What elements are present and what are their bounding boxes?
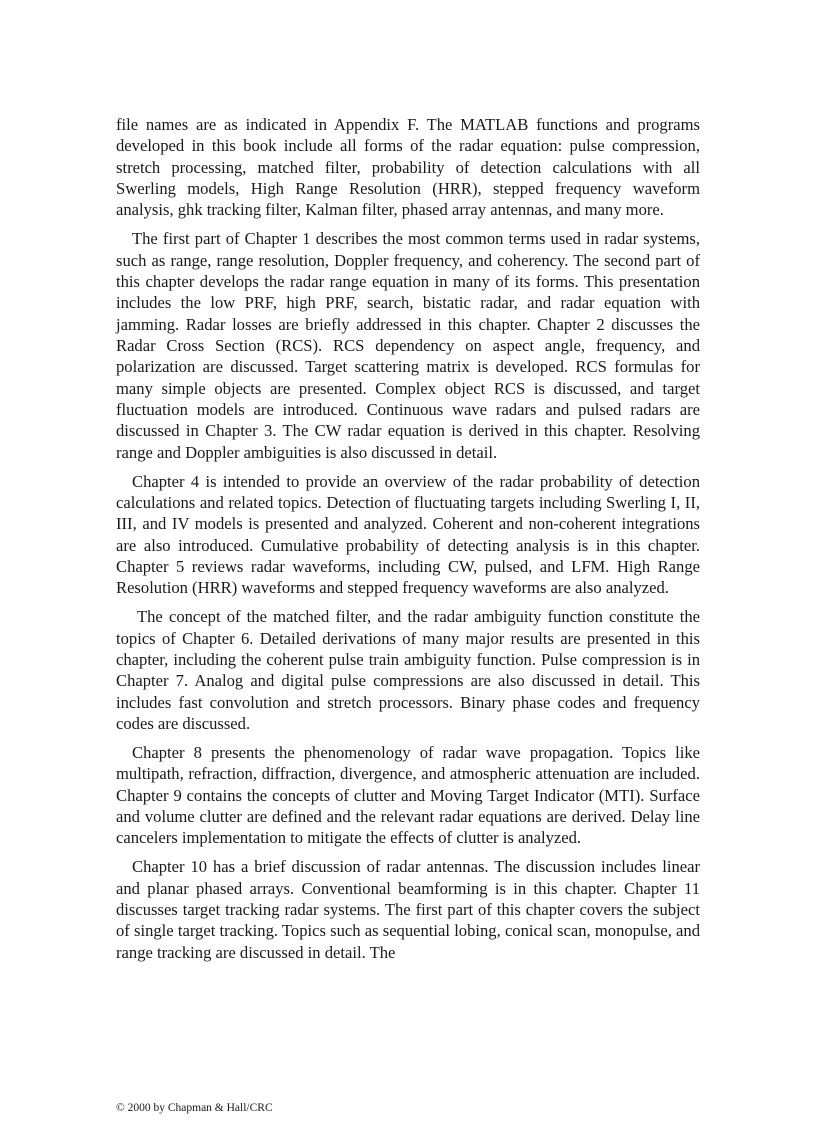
paragraph-chapters-1-3: The first part of Chapter 1 describes the most common terms used in radar systems, such as range, range resolution, Doppler frequency, and coherency. The second part of this chapter develops the radar range equation in many of its forms. This presentation includes the low PRF, high PRF, search, bistatic radar, and radar equation with jamming. Radar losses are briefly addressed in this chapter. Chapter 2 discusses the Radar Cross Section (RCS). RCS dependency on aspect angle, frequency, and polarization are discussed. Target scattering matrix is developed. RCS formulas for many simple objects are presented. Complex object RCS is discussed, and target fluctuation models are introduced. Continuous wave radars and pulsed radars are discussed in Chapter 3. The CW radar equation is derived in this chapter. Resolving range and Doppler ambiguities is also discussed in detail. — [116, 229, 700, 462]
copyright-footer: © 2000 by Chapman & Hall/CRC — [116, 1102, 273, 1114]
paragraph-matlab-functions: file names are as indicated in Appendix F. The MATLAB functions and programs developed in this book include all forms of the radar equation: pulse compression, stretch processing, matched filter, probability of detection calculations with all Swerling models, High Range Resolution (HRR), stepped frequency waveform analysis, ghk tracking filter, Kalman filter, phased array antennas, and many more. — [116, 115, 700, 220]
paragraph-chapters-8-9: Chapter 8 presents the phenomenology of radar wave propagation. Topics like multipath, refraction, diffraction, divergence, and atmospheric attenuation are included. Chapter 9 contains the concepts of clutter and Moving Target Indicator (MTI). Surface and volume clutter are defined and the relevant radar equations are derived. Delay line cancelers implementation to mitigate the effects of clutter is analyzed. — [116, 743, 700, 848]
paragraph-chapters-10-11: Chapter 10 has a brief discussion of radar antennas. The discussion includes linear and planar phased arrays. Conventional beamforming is in this chapter. Chapter 11 discusses target tracking radar systems. The first part of this chapter covers the subject of single target tracking. Topics such as sequential lobing, conical scan, monopulse, and range tracking are discussed in detail. The — [116, 857, 700, 962]
paragraph-chapters-6-7: The concept of the matched filter, and the radar ambiguity function constitute the topics of Chapter 6. Detailed derivations of many major results are presented in this chapter, including the coherent pulse train ambiguity function. Pulse compression is in Chapter 7. Analog and digital pulse compressions are also discussed in detail. This includes fast convolution and stretch processors. Binary phase codes and frequency codes are discussed. — [116, 607, 700, 734]
page-body — [116, 114, 700, 971]
paragraph-chapters-4-5: Chapter 4 is intended to provide an overview of the radar probability of detection calculations and related topics. Detection of fluctuating targets including Swerling I, II, III, and IV models is presented and analyzed. Coherent and non-coherent integrations are also introduced. Cumulative probability of detecting analysis is in this chapter. Chapter 5 reviews radar waveforms, including CW, pulsed, and LFM. High Range Resolution (HRR) waveforms and stepped frequency waveforms are also analyzed. — [116, 471, 700, 598]
